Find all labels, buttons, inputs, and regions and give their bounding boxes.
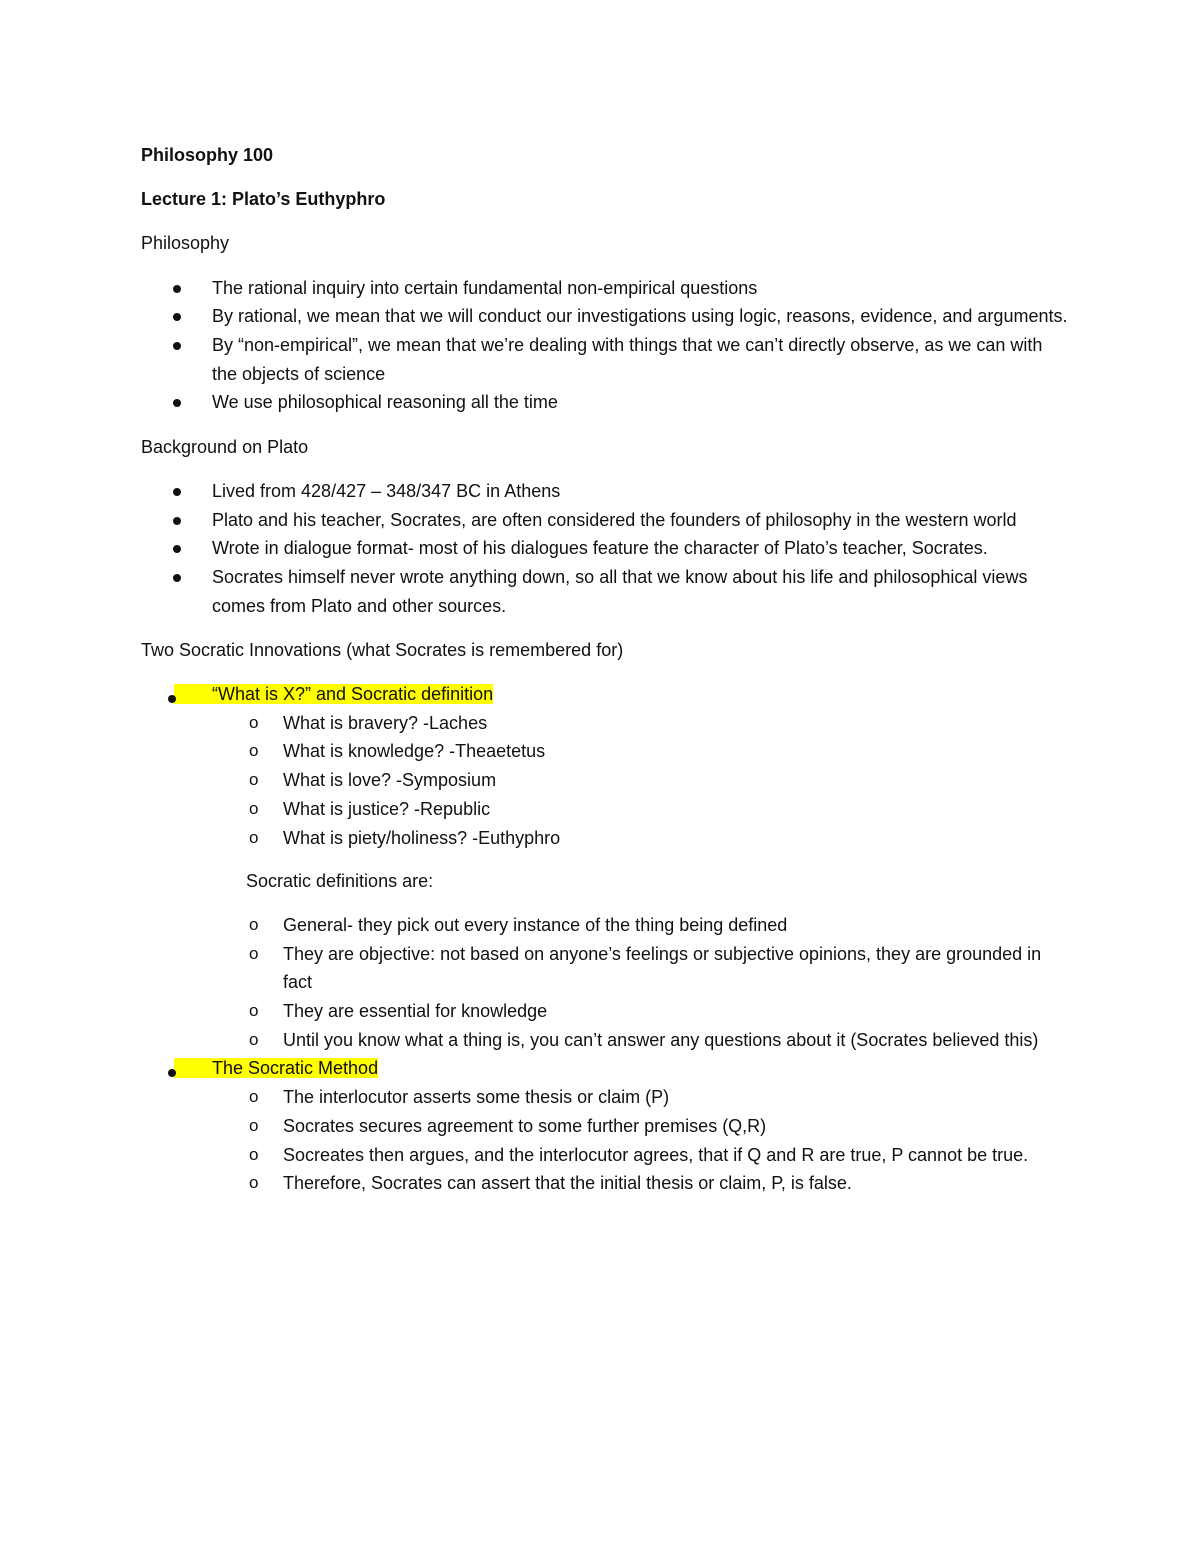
bullet-icon [173, 285, 181, 293]
circle-bullet-icon: o [249, 712, 259, 732]
bullet-icon [173, 313, 181, 321]
bullet-icon [173, 517, 181, 525]
bullet-icon [173, 399, 181, 407]
section-heading-philosophy: Philosophy [141, 233, 230, 254]
sub-list-item-text: Socrates secures agreement to some further premises (Q,R) [283, 1115, 767, 1136]
circle-bullet-icon: o [249, 914, 259, 934]
circle-bullet-icon: o [249, 1029, 259, 1049]
sub-list-item [141, 1169, 1071, 1198]
sub-list-item [141, 709, 1071, 738]
sub-list [212, 709, 1071, 853]
sub-list-item [141, 1026, 1071, 1055]
highlight [174, 684, 493, 704]
sub-list-item-text: What is bravery? -Laches [283, 712, 488, 733]
list-item [141, 274, 1071, 303]
sub-list-item [141, 824, 1071, 853]
list-item-text: By “non-empirical”, we mean that we’re dealing with things that we can’t directly observe, as we can with the objects of science [212, 335, 1043, 384]
list-item-text: Wrote in dialogue format- most of his dialogues feature the character of Plato’s teacher, Socrates. [212, 538, 988, 559]
document-page [141, 141, 1071, 1214]
sub-list-item-text: The interlocutor asserts some thesis or claim (P) [283, 1087, 670, 1108]
sub-list-item-text: They are objective: not based on anyone’s feelings or subjective opinions, they are grounded in fact [283, 943, 1042, 993]
list-item-text: “What is X?” and Socratic definition [212, 684, 494, 705]
circle-bullet-icon: o [249, 798, 259, 818]
list-item-text: We use philosophical reasoning all the time [212, 392, 558, 413]
definitions-note: Socratic definitions are: [246, 871, 434, 892]
circle-bullet-icon: o [249, 1087, 259, 1107]
lecture-title: Lecture 1: Plato’s Euthyphro [141, 189, 386, 210]
sub-list-item-text: What is love? -Symposium [283, 770, 497, 791]
sub-list-item-text: What is knowledge? -Theaetetus [283, 741, 546, 762]
sub-list-item [141, 737, 1071, 766]
circle-bullet-icon: o [249, 1001, 259, 1021]
list-item [141, 477, 1071, 506]
list-item-text: Plato and his teacher, Socrates, are often considered the founders of philosophy in the western world [212, 509, 1017, 530]
bullet-icon [173, 545, 181, 553]
sub-list-item-text: What is piety/holiness? -Euthyphro [283, 827, 561, 848]
list-item [141, 534, 1071, 563]
bullet-icon [173, 574, 181, 582]
circle-bullet-icon: o [249, 1173, 259, 1193]
sub-list-item [141, 795, 1071, 824]
philosophy-bullet-list [141, 274, 1071, 418]
bullet-icon [173, 488, 181, 496]
list-item [141, 302, 1071, 331]
list-item-text: The Socratic Method [212, 1058, 379, 1079]
sub-list-item [141, 1083, 1071, 1112]
circle-bullet-icon: o [249, 770, 259, 790]
highlight [174, 1058, 378, 1078]
sub-list-item [141, 940, 1071, 997]
list-item-text: The rational inquiry into certain fundamental non-empirical questions [212, 277, 758, 298]
circle-bullet-icon: o [249, 741, 259, 761]
sub-list-definitions [212, 911, 1071, 1055]
section-heading-innovations: Two Socratic Innovations (what Socrates is remembered for) [141, 639, 624, 660]
sub-list-item-text: Until you know what a thing is, you can’t answer any questions about it (Socrates believed this) [283, 1029, 1039, 1050]
sub-list-item [141, 1112, 1071, 1141]
bullet-icon [168, 1069, 176, 1077]
sub-list-method [212, 1083, 1071, 1198]
circle-bullet-icon: o [249, 827, 259, 847]
innovations-bullet-list [141, 680, 1071, 1198]
sub-list-item-text: Therefore, Socrates can assert that the initial thesis or claim, P, is false. [283, 1173, 852, 1194]
background-bullet-list [141, 477, 1071, 621]
sub-list-item [141, 911, 1071, 940]
list-item [141, 331, 1071, 388]
sub-list-item [141, 997, 1071, 1026]
sub-list-item-text: General- they pick out every instance of the thing being defined [283, 914, 788, 935]
list-item-text: By rational, we mean that we will conduct our investigations using logic, reasons, evidence, and arguments. [212, 306, 1068, 327]
sub-list-item-text: Socreates then argues, and the interlocutor agrees, that if Q and R are true, P cannot be true. [283, 1144, 1029, 1165]
circle-bullet-icon: o [249, 1115, 259, 1135]
list-item [141, 506, 1071, 535]
section-heading-background: Background on Plato [141, 436, 309, 457]
sub-list-item [141, 1141, 1071, 1170]
circle-bullet-icon: o [249, 1144, 259, 1164]
list-item [141, 680, 1071, 1054]
list-item-text: Lived from 428/427 – 348/347 BC in Athens [212, 480, 561, 501]
list-item [141, 1054, 1071, 1198]
sub-list-item-text: What is justice? -Republic [283, 798, 491, 819]
list-item-text: Socrates himself never wrote anything down, so all that we know about his life and philosophical views comes from Plato and other sources. [212, 566, 1028, 616]
course-title: Philosophy 100 [141, 145, 274, 165]
list-item [141, 563, 1071, 620]
bullet-icon [173, 342, 181, 350]
list-item [141, 388, 1071, 417]
sub-list-item-text: They are essential for knowledge [283, 1001, 548, 1022]
sub-list-item [141, 766, 1071, 795]
bullet-icon [168, 695, 176, 703]
circle-bullet-icon: o [249, 943, 259, 963]
